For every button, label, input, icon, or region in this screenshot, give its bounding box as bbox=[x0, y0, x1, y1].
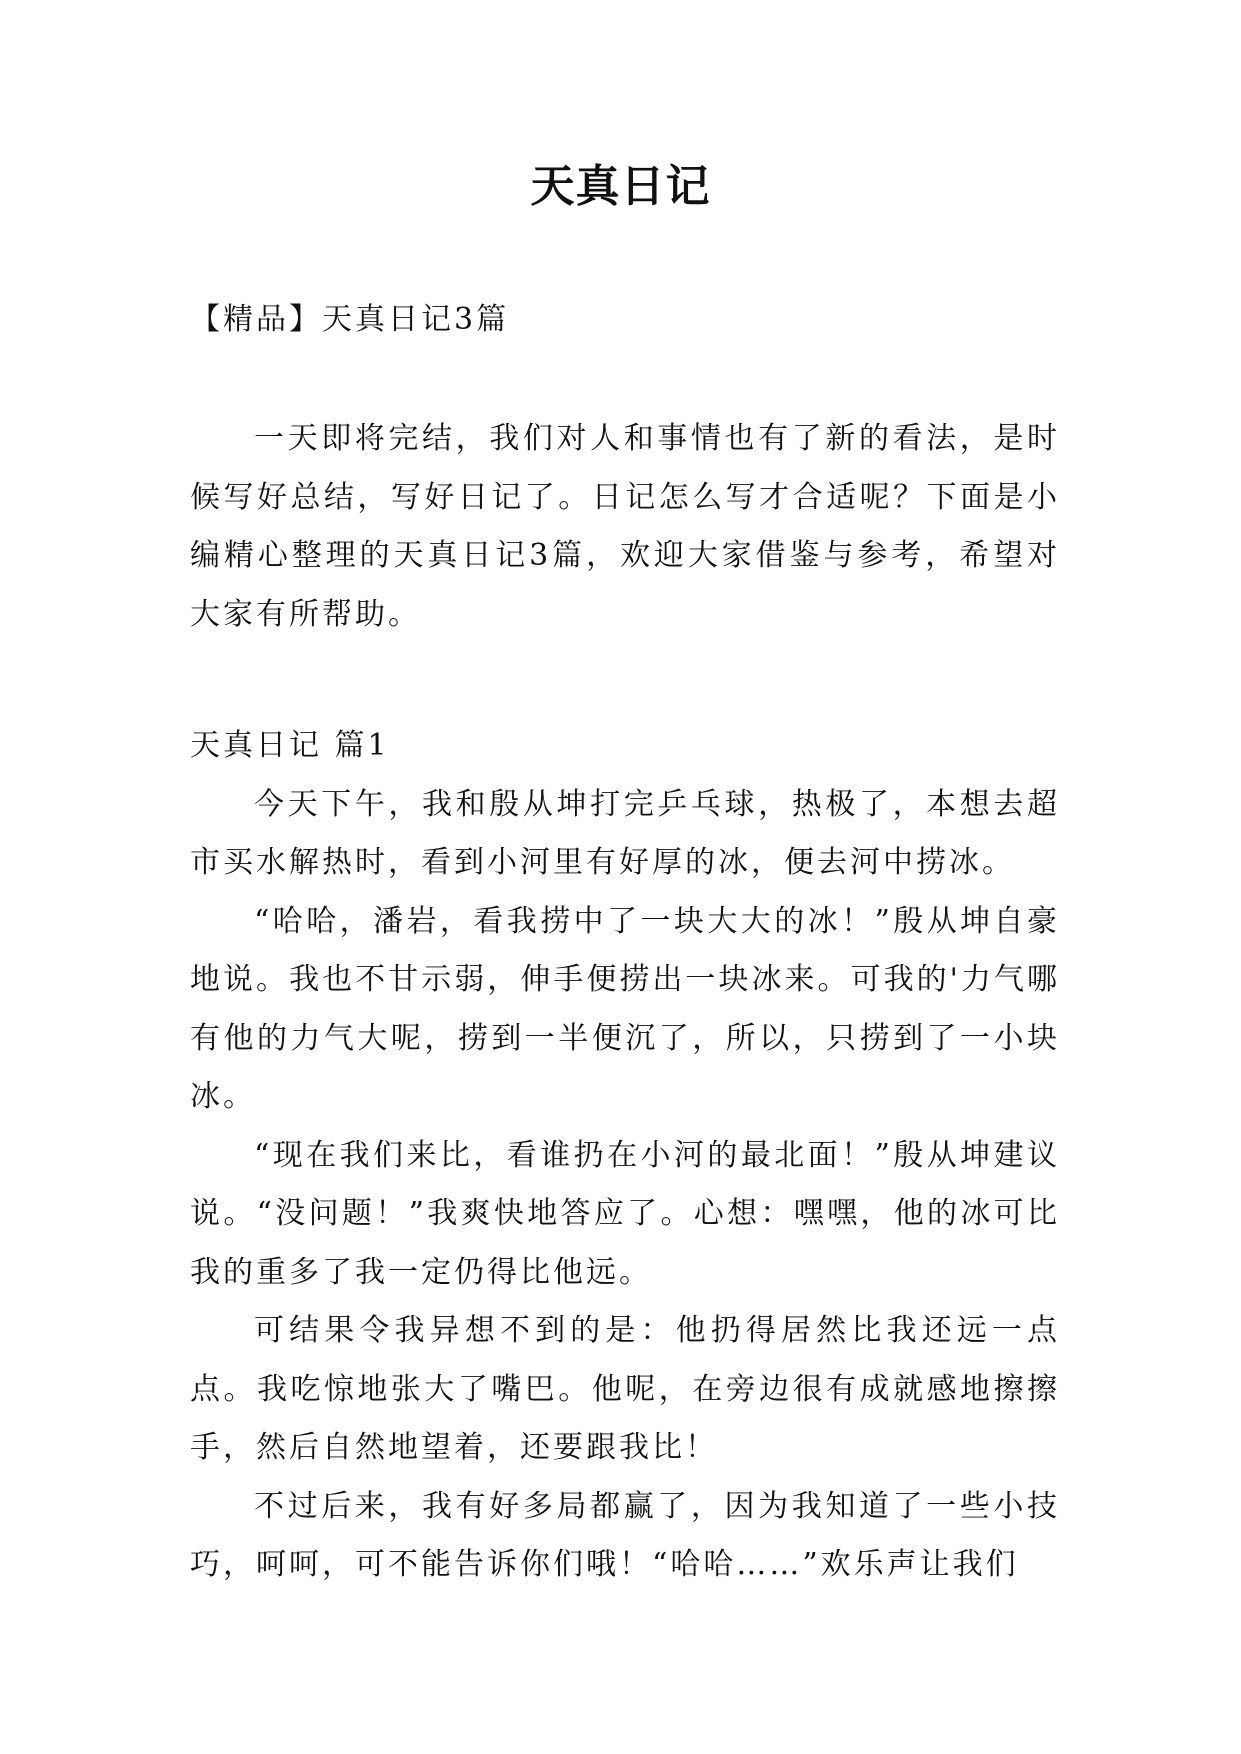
document-title: 天真日记 bbox=[530, 161, 711, 212]
document-subtitle: 【精品】天真日记3篇 bbox=[190, 302, 510, 337]
body-paragraph: 可结果令我异想不到的是：他扔得居然比我还远一点点。我吃惊地张大了嘴巴。他呢，在旁边很有成就感地擦擦手，然后自然地望着，还要跟我比！ bbox=[190, 1313, 1060, 1465]
body-paragraph: 不过后来，我有好多局都赢了，因为我知道了一些小技巧，呵呵，可不能告诉你们哦！“哈哈……”欢乐声让我们 bbox=[190, 1488, 1060, 1582]
document-body bbox=[190, 410, 1060, 1595]
body-paragraph: “哈哈，潘岩，看我捞中了一块大大的冰！”殷从坤自豪地说。我也不甘示弱，伸手便捞出一块冰来。可我的'力气哪有他的力气大呢，捞到一半便沉了，所以，只捞到了一小块冰。 bbox=[190, 903, 1060, 1114]
body-paragraph: 今天下午，我和殷从坤打完乒乓球，热极了，本想去超市买水解热时，看到小河里有好厚的冰，便去河中捞冰。 bbox=[190, 786, 1060, 880]
body-paragraph: “现在我们来比，看谁扔在小河的最北面！”殷从坤建议说。“没问题！”我爽快地答应了。心想：嘿嘿，他的冰可比我的重多了我一定仍得比他远。 bbox=[190, 1137, 1060, 1290]
intro-paragraph: 一天即将完结，我们对人和事情也有了新的看法，是时候写好总结，写好日记了。日记怎么写才合适呢？下面是小编精心整理的天真日记3篇，欢迎大家借鉴与参考，希望对大家有所帮助。 bbox=[190, 421, 1060, 632]
section-heading: 天真日记 篇1 bbox=[190, 728, 390, 763]
